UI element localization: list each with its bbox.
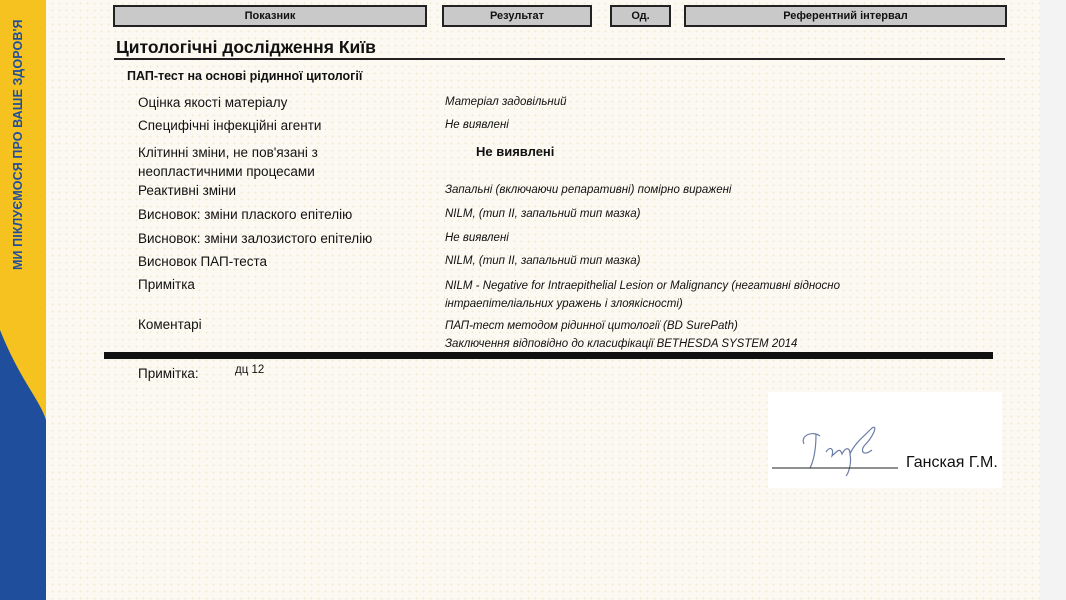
test-title: ПАП-тест на основі рідинної цитології [127, 69, 363, 83]
row-value: Не виявлені [445, 232, 509, 244]
row-value: ПАП-тест методом рідинної цитології (BD SurePath) [445, 320, 738, 332]
note-label: Примітка: [138, 366, 199, 381]
column-header-reference: Референтний інтервал [684, 5, 1007, 27]
row-label: Специфічні інфекційні агенти [138, 118, 322, 133]
row-value: Не виявлені [476, 144, 555, 159]
section-title: Цитологічні дослідження Київ [116, 37, 376, 57]
row-value: Заключення відповідно до класифікації BETHESDA SYSTEM 2014 [445, 338, 798, 350]
row-value: Не виявлені [445, 119, 509, 131]
brand-band [0, 0, 46, 600]
row-label: Реактивні зміни [138, 183, 237, 198]
row-label: Висновок: зміни залозистого епітелію [138, 231, 373, 246]
title-divider [114, 58, 1005, 60]
signature-block [768, 392, 1002, 488]
viewer-background [1040, 0, 1066, 600]
row-value: NILM, (тип II, запальний тип мазка) [445, 255, 641, 267]
row-value: NILM, (тип II, запальний тип мазка) [445, 208, 641, 220]
row-value: Запальні (включаючи репаративні) помірно виражені [445, 184, 732, 196]
row-label: Примітка [138, 277, 195, 292]
row-label: Висновок: зміни плаского епітелію [138, 207, 353, 222]
row-value: NILM - Negative for Intraepithelial Lesion or Malignancy (негативні відносно [445, 280, 841, 292]
results-end-divider [104, 352, 993, 359]
column-header-unit: Од. [610, 5, 671, 27]
column-header-indicator: Показник [113, 5, 427, 27]
note-value: дц 12 [235, 364, 265, 376]
signature-image [768, 392, 1002, 488]
row-value: інтраепітеліальних уражень і злоякісності) [445, 298, 683, 310]
row-label: Клітинні зміни, не пов'язані з [138, 145, 318, 160]
row-label: неопластичними процесами [138, 164, 315, 179]
row-label: Коментарі [138, 317, 202, 332]
row-label: Оцінка якості матеріалу [138, 95, 288, 110]
signer-name: Ганская Г.М. [906, 454, 998, 471]
column-header-result: Результат [442, 5, 592, 27]
row-value: Матеріал задовільний [445, 96, 567, 108]
brand-slogan: МИ ПІКЛУЄМОСЯ ПРО ВАШЕ ЗДОРОВ'Я [11, 19, 25, 270]
row-label: Висновок ПАП-теста [138, 254, 268, 269]
